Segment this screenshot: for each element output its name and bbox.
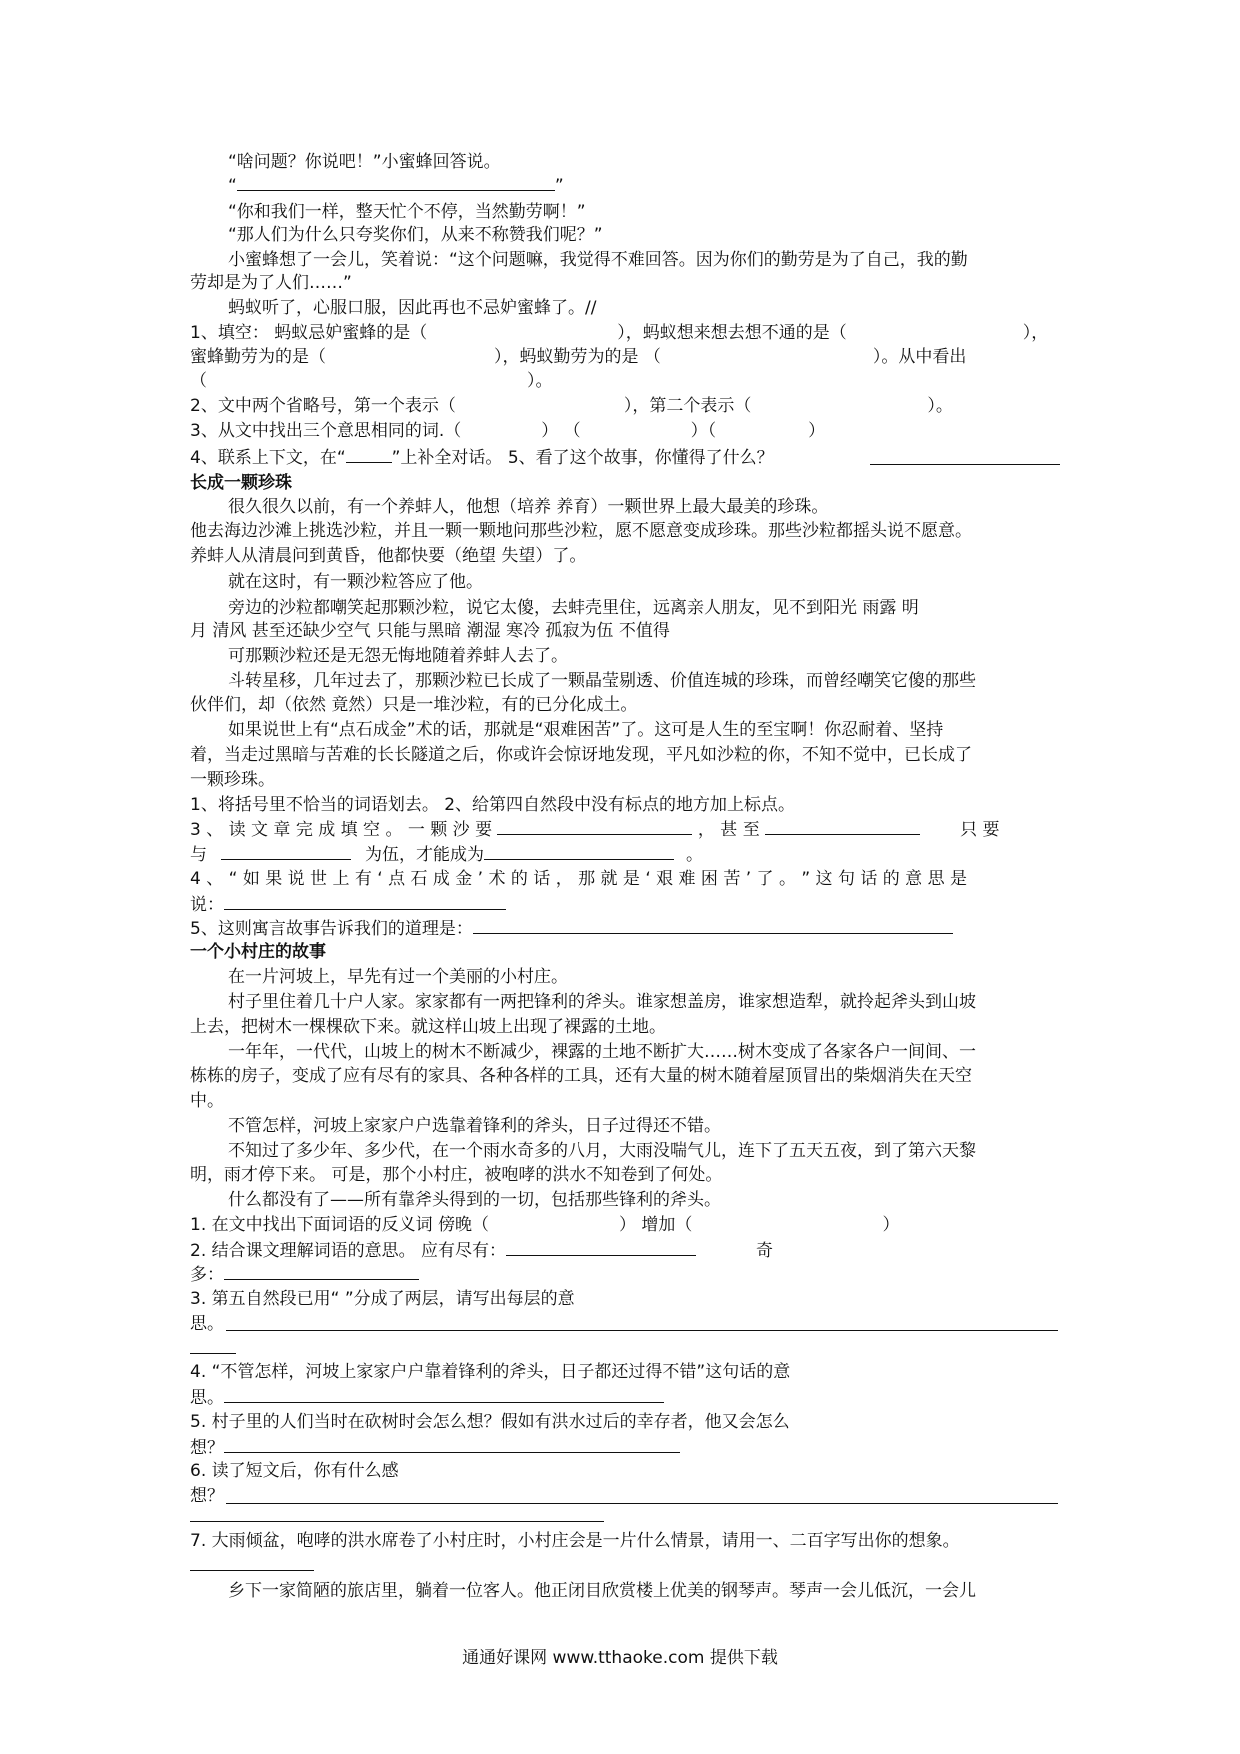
question-4: 说： <box>190 893 506 916</box>
answer-blank[interactable] <box>506 1239 696 1256</box>
text-line: 着，当走过黑暗与苦难的长长隧道之后，你或许会惊讶地发现，平凡如沙粒的你，不知不觉中，已长成了 <box>190 745 972 765</box>
question-4: 4 、 “ 如 果 说 世 上 有 ‘ 点 石 成 金 ’ 术 的 话 ， 那 就 是 ‘ 艰 难 困 苦 ’ 了 。 ” 这 句 话 的 意 思 是 <box>190 869 967 889</box>
text-line: “ ” <box>228 176 564 196</box>
answer-blank[interactable] <box>224 893 506 910</box>
text-line: 他去海边沙滩上挑选沙粒，并且一颗一颗地问那些沙粒，愿不愿意变成珍珠。那些沙粒都摇头说不愿意。 <box>190 521 972 541</box>
question-5: 5. 村子里的人们当时在砍树时会怎么想？假如有洪水过后的幸存者，他又会怎么 <box>190 1412 790 1432</box>
answer-line[interactable] <box>190 1521 604 1522</box>
text-line: 很久很久以前，有一个养蚌人，他想（培养 养育）一颗世界上最大最美的珍珠。 <box>228 497 829 517</box>
answer-blank[interactable] <box>221 843 351 860</box>
text-line: 不知过了多少年、多少代，在一个雨水奇多的八月，大雨没喘气儿，连下了五天五夜，到了第六天黎 <box>228 1141 976 1161</box>
text-line: 月 清风 甚至还缺少空气 只能与黑暗 潮湿 寒冷 孤寂为伍 不值得 <box>190 621 670 641</box>
question-5: 想？ <box>190 1436 680 1459</box>
question-3: 3、从文中找出三个意思相同的词.（ ） （ ）（ ） <box>190 421 826 441</box>
text-line: 养蚌人从清晨问到黄昏，他都快要（绝望 失望）了。 <box>190 546 587 566</box>
text-line: 一年年，一代代，山坡上的树木不断减少，裸露的土地不断扩大……树木变成了各家各户一间间、一 <box>228 1042 976 1062</box>
question-2: 2. 结合课文理解词语的意思。 应有尽有： 奇 <box>190 1241 774 1261</box>
text-line: 明，雨才停下来。 可是，那个小村庄，被咆哮的洪水不知卷到了何处。 <box>190 1165 723 1185</box>
answer-blank[interactable] <box>473 917 953 934</box>
text-line: “你和我们一样，整天忙个不停，当然勤劳啊！” <box>228 202 586 222</box>
answer-line[interactable] <box>190 1353 236 1354</box>
answer-blank[interactable] <box>497 818 692 835</box>
text-line: 蚂蚁听了，心服口服，因此再也不忌妒蜜蜂了。// <box>228 298 597 318</box>
question-4: 4、联系上下文，在“ ”上补全对话。 5、看了这个故事，你懂得了什么？ <box>190 448 774 468</box>
text-line: 旁边的沙粒都嘲笑起那颗沙粒，说它太傻，去蚌壳里住，远离亲人朋友，见不到阳光 雨露 明 <box>228 598 919 618</box>
text-line: “那人们为什么只夸奖你们，从来不称赞我们呢？” <box>228 225 603 245</box>
text-line: 不管怎样，河坡上家家户户选靠着锋利的斧头，日子过得还不错。 <box>228 1116 721 1136</box>
text-line: 乡下一家简陋的旅店里，躺着一位客人。他正闭目欣赏楼上优美的钢琴声。琴声一会儿低沉，一会儿 <box>228 1581 976 1601</box>
question-3: 3. 第五自然段已用“ ”分成了两层，请写出每层的意 <box>190 1289 575 1309</box>
text-line: 斗转星移，几年过去了，那颗沙粒已长成了一颗晶莹剔透、价值连城的珍珠，而曾经嘲笑它傻的那些 <box>228 671 976 691</box>
answer-blank[interactable] <box>224 1386 664 1403</box>
question-1: 蜜蜂勤劳为的是（ ），蚂蚁勤劳为的是 （ ）。从中看出 <box>190 347 967 367</box>
text-line: 在一片河坡上，早先有过一个美丽的小村庄。 <box>228 967 568 987</box>
question-7: 7. 大雨倾盆，咆哮的洪水席卷了小村庄时，小村庄会是一片什么情景，请用一、二百字写出你的想象。 <box>190 1531 960 1551</box>
question-3: 与 为伍，才能成为 。 <box>190 845 703 865</box>
question-6: 6. 读了短文后，你有什么感 <box>190 1461 399 1481</box>
question-4: 4. “不管怎样，河坡上家家户户靠着锋利的斧头，日子都还过得不错”这句话的意 <box>190 1362 791 1382</box>
text-line: 中。 <box>190 1091 224 1111</box>
answer-blank[interactable] <box>224 1263 419 1280</box>
answer-line[interactable] <box>870 464 1060 465</box>
answer-blank[interactable] <box>224 1436 680 1453</box>
question-1-2: 1、将括号里不恰当的词语划去。 2、给第四自然段中没有标点的地方加上标点。 <box>190 795 796 815</box>
question-2: 2、文中两个省略号，第一个表示（ ），第二个表示（ ）。 <box>190 396 953 416</box>
answer-line[interactable] <box>226 1330 1058 1331</box>
footer-credit: 通通好课网 www.tthaoke.com 提供下载 <box>462 1648 778 1668</box>
question-1: （ ）。 <box>190 371 553 391</box>
text-line: 什么都没有了——所有靠斧头得到的一切，包括那些锋利的斧头。 <box>228 1190 721 1210</box>
text-line: 一颗珍珠。 <box>190 770 275 790</box>
answer-blank[interactable] <box>237 174 555 191</box>
question-1: 1、填空： 蚂蚁忌妒蜜蜂的是（ ），蚂蚁想来想去想不通的是（ ）， <box>190 323 1049 343</box>
question-4: 思。 <box>190 1386 664 1409</box>
question-6: 想？ <box>190 1486 224 1506</box>
text-line: 上去，把树木一棵棵砍下来。就这样山坡上出现了裸露的土地。 <box>190 1017 666 1037</box>
text-line: 村子里住着几十户人家。家家都有一两把锋利的斧头。谁家想盖房，谁家想造犁，就拎起斧头到山坡 <box>228 992 976 1012</box>
question-5: 5、这则寓言故事告诉我们的道理是： <box>190 917 953 940</box>
question-3: 3 、 读 文 章 完 成 填 空 。 一 颗 沙 要 ， 甚 至 只 要 <box>190 820 1000 840</box>
text-line: 可那颗沙粒还是无怨无悔地随着养蚌人去了。 <box>228 646 568 666</box>
answer-blank[interactable] <box>484 843 674 860</box>
text-line: 就在这时，有一颗沙粒答应了他。 <box>228 572 483 592</box>
question-3: 思。 <box>190 1314 224 1334</box>
answer-blank[interactable] <box>765 818 920 835</box>
text-line: 小蜜蜂想了一会儿，笑着说：“这个问题嘛，我觉得不难回答。因为你们的勤劳是为了自己，我的勤 <box>228 250 968 270</box>
section-title: 长成一颗珍珠 <box>190 473 292 493</box>
section-title: 一个小村庄的故事 <box>190 942 326 962</box>
answer-blank[interactable] <box>346 446 392 463</box>
text-line: 劳却是为了人们……” <box>190 273 352 293</box>
answer-line[interactable] <box>226 1503 1058 1504</box>
text-line: 伙伴们，却（依然 竟然）只是一堆沙粒，有的已分化成土。 <box>190 695 638 715</box>
text-line: 如果说世上有“点石成金”术的话，那就是“艰难困苦”了。这可是人生的至宝啊！你忍耐着、坚持 <box>228 720 944 740</box>
answer-line[interactable] <box>190 1570 314 1571</box>
text-line: “啥问题？你说吧！”小蜜蜂回答说。 <box>228 152 501 172</box>
question-2: 多： <box>190 1263 419 1286</box>
text-line: 栋栋的房子，变成了应有尽有的家具、各种各样的工具，还有大量的树木随着屋顶冒出的柴烟消失在天空 <box>190 1066 972 1086</box>
question-1: 1. 在文中找出下面词语的反义词 傍晚（ ） 增加（ ） <box>190 1215 900 1235</box>
